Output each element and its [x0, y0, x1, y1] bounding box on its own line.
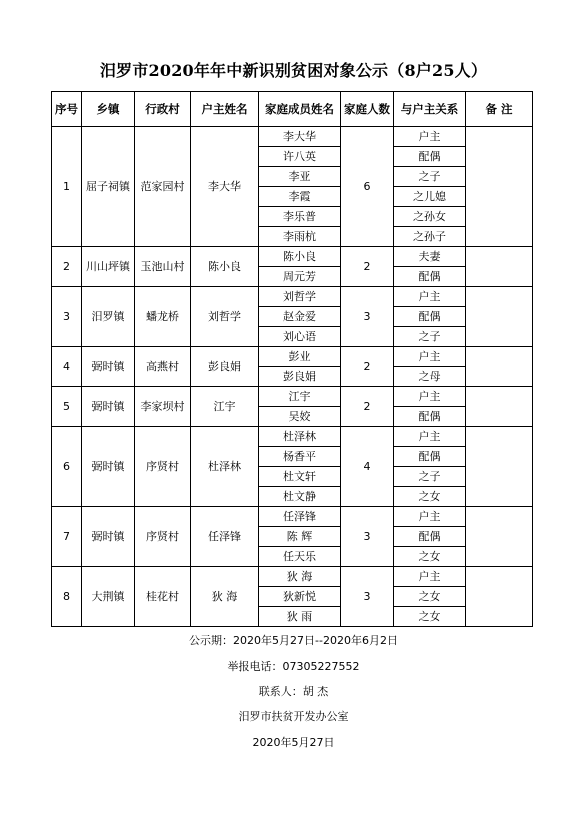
member-relation: 之孙子 [394, 227, 466, 247]
member-name: 杨香平 [259, 447, 341, 467]
household-seq: 6 [52, 427, 82, 507]
table-row [52, 247, 533, 267]
header-relation: 与户主关系 [394, 92, 466, 127]
member-name: 彭良娟 [259, 367, 341, 387]
member-relation: 之孙女 [394, 207, 466, 227]
household-town: 汨罗镇 [82, 287, 135, 347]
member-name: 刘哲学 [259, 287, 341, 307]
member-name: 狄新悦 [259, 587, 341, 607]
household-remark [466, 387, 533, 427]
publicity-period: 公示期：2020年5月27日--2020年6月2日 [189, 634, 398, 647]
header-count: 家庭人数 [341, 92, 394, 127]
household-remark [466, 127, 533, 247]
header-town: 乡镇 [82, 92, 135, 127]
member-relation: 户主 [394, 567, 466, 587]
household-village: 李家坝村 [135, 387, 191, 427]
household-village: 高燕村 [135, 347, 191, 387]
household-remark [466, 427, 533, 507]
household-village: 序贤村 [135, 427, 191, 507]
member-name: 李雨杭 [259, 227, 341, 247]
household-town: 大荆镇 [82, 567, 135, 627]
member-relation: 配偶 [394, 267, 466, 287]
householder-name: 杜泽林 [191, 427, 259, 507]
member-name: 彭业 [259, 347, 341, 367]
page-title: 汨罗市2020年年中新识别贫困对象公示（8户25人） [99, 61, 488, 80]
householder-name: 彭良娟 [191, 347, 259, 387]
household-size: 4 [341, 427, 394, 507]
household-remark [466, 247, 533, 287]
household-seq: 4 [52, 347, 82, 387]
table-header-row [52, 92, 533, 127]
member-relation: 之子 [394, 167, 466, 187]
householder-name: 刘哲学 [191, 287, 259, 347]
member-name: 杜泽林 [259, 427, 341, 447]
table-row [52, 127, 533, 147]
member-relation: 之子 [394, 467, 466, 487]
member-relation: 之女 [394, 487, 466, 507]
table-row [52, 287, 533, 307]
member-name: 周元芳 [259, 267, 341, 287]
household-town: 屈子祠镇 [82, 127, 135, 247]
household-village: 玉池山村 [135, 247, 191, 287]
household-town: 弼时镇 [82, 427, 135, 507]
contact-person: 联系人：胡 杰 [258, 685, 329, 698]
household-size: 3 [341, 567, 394, 627]
member-relation: 户主 [394, 127, 466, 147]
member-relation: 户主 [394, 507, 466, 527]
member-relation: 配偶 [394, 447, 466, 467]
household-village: 蟠龙桥 [135, 287, 191, 347]
table-body [52, 127, 533, 627]
header-member: 家庭成员姓名 [259, 92, 341, 127]
header-village: 行政村 [135, 92, 191, 127]
household-seq: 3 [52, 287, 82, 347]
household-town: 弼时镇 [82, 387, 135, 427]
issuing-office: 汨罗市扶贫开发办公室 [238, 710, 349, 723]
household-remark [466, 287, 533, 347]
member-name: 赵金爱 [259, 307, 341, 327]
member-name: 李大华 [259, 127, 341, 147]
header-householder: 户主姓名 [191, 92, 259, 127]
member-relation: 配偶 [394, 147, 466, 167]
household-seq: 2 [52, 247, 82, 287]
household-seq: 7 [52, 507, 82, 567]
table-row [52, 507, 533, 527]
household-town: 弼时镇 [82, 347, 135, 387]
member-name: 陈 辉 [259, 527, 341, 547]
household-size: 2 [341, 247, 394, 287]
table-row [52, 427, 533, 447]
member-relation: 配偶 [394, 407, 466, 427]
table-row [52, 567, 533, 587]
household-remark [466, 507, 533, 567]
household-seq: 8 [52, 567, 82, 627]
household-size: 3 [341, 287, 394, 347]
member-relation: 配偶 [394, 527, 466, 547]
member-name: 杜文轩 [259, 467, 341, 487]
member-name: 李霞 [259, 187, 341, 207]
member-relation: 夫妻 [394, 247, 466, 267]
household-seq: 5 [52, 387, 82, 427]
member-name: 陈小良 [259, 247, 341, 267]
member-relation: 配偶 [394, 307, 466, 327]
member-name: 刘心语 [259, 327, 341, 347]
householder-name: 李大华 [191, 127, 259, 247]
member-name: 狄 雨 [259, 607, 341, 627]
member-relation: 之儿媳 [394, 187, 466, 207]
member-name: 狄 海 [259, 567, 341, 587]
member-relation: 户主 [394, 347, 466, 367]
household-seq: 1 [52, 127, 82, 247]
household-size: 2 [341, 347, 394, 387]
member-relation: 之女 [394, 587, 466, 607]
householder-name: 任泽锋 [191, 507, 259, 567]
member-name: 江宇 [259, 387, 341, 407]
household-village: 范家园村 [135, 127, 191, 247]
household-remark [466, 567, 533, 627]
household-remark [466, 347, 533, 387]
header-remark: 备 注 [466, 92, 533, 127]
issue-date: 2020年5月27日 [252, 736, 335, 749]
household-size: 6 [341, 127, 394, 247]
poverty-household-table [51, 91, 533, 627]
household-town: 弼时镇 [82, 507, 135, 567]
member-name: 任泽锋 [259, 507, 341, 527]
member-name: 李亚 [259, 167, 341, 187]
member-name: 李乐普 [259, 207, 341, 227]
member-name: 吴姣 [259, 407, 341, 427]
member-relation: 之女 [394, 547, 466, 567]
member-relation: 之母 [394, 367, 466, 387]
member-name: 任天乐 [259, 547, 341, 567]
member-name: 许八英 [259, 147, 341, 167]
household-size: 2 [341, 387, 394, 427]
member-relation: 之女 [394, 607, 466, 627]
table-row [52, 387, 533, 407]
household-size: 3 [341, 507, 394, 567]
member-relation: 户主 [394, 287, 466, 307]
member-relation: 户主 [394, 387, 466, 407]
header-seq: 序号 [52, 92, 82, 127]
member-relation: 户主 [394, 427, 466, 447]
householder-name: 陈小良 [191, 247, 259, 287]
household-village: 桂花村 [135, 567, 191, 627]
report-phone: 举报电话：07305227552 [227, 660, 360, 673]
household-village: 序贤村 [135, 507, 191, 567]
household-town: 川山坪镇 [82, 247, 135, 287]
householder-name: 江宇 [191, 387, 259, 427]
table-row [52, 347, 533, 367]
householder-name: 狄 海 [191, 567, 259, 627]
member-name: 杜文静 [259, 487, 341, 507]
member-relation: 之子 [394, 327, 466, 347]
